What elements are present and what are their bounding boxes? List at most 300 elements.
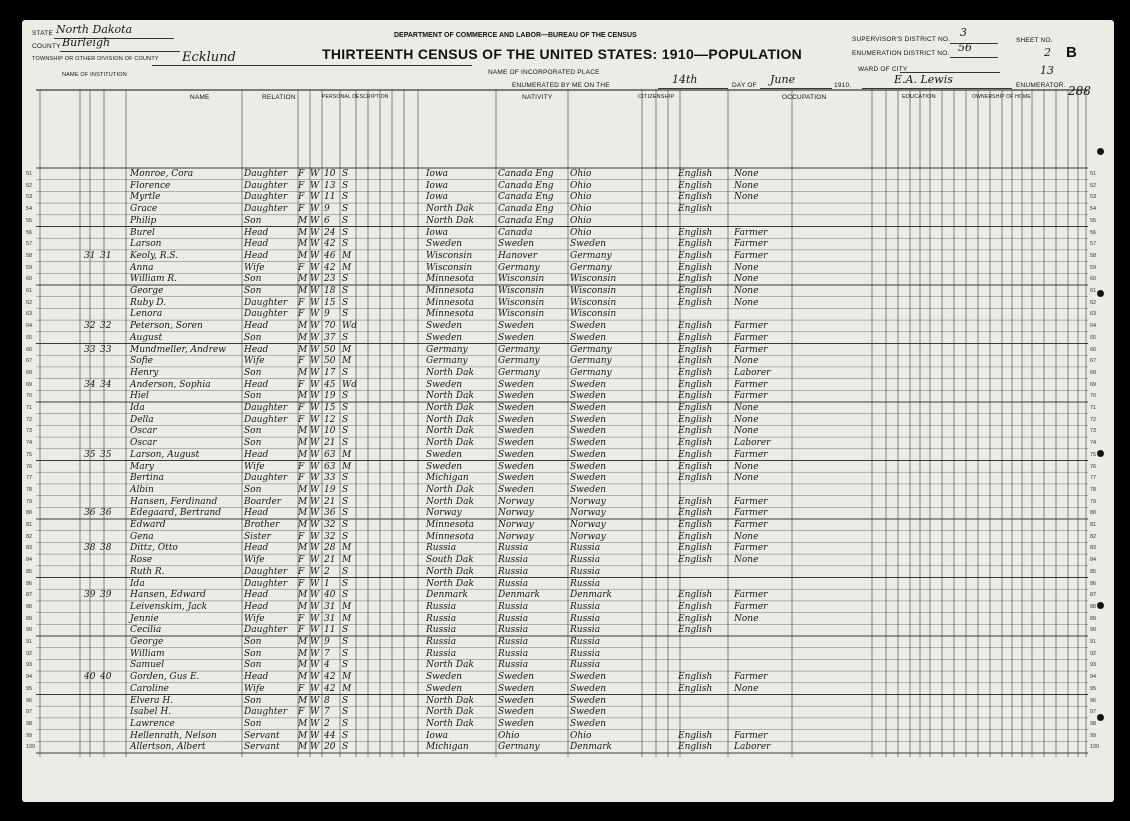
cell-race: W <box>310 204 320 215</box>
cell-sex: M <box>298 590 308 601</box>
cell-rel: Head <box>244 379 269 390</box>
table-row <box>22 741 1114 753</box>
cell-dw: 38 <box>84 543 96 554</box>
cell-father: Sweden <box>498 449 535 460</box>
cell-age: 21 <box>324 438 336 449</box>
enumerated-month: June <box>770 73 796 86</box>
cell-age: 4 <box>324 660 330 671</box>
cell-rel: Head <box>244 508 269 519</box>
cell-age: 6 <box>324 215 330 226</box>
cell-lang: English <box>678 672 713 683</box>
cell-father: Canada Eng <box>498 169 554 179</box>
cell-sex: F <box>298 309 305 320</box>
cell-lang: English <box>678 414 713 425</box>
line-number-right: 68 <box>1090 369 1097 376</box>
ed-no: 56 <box>958 41 972 54</box>
cell-mother: Norway <box>570 520 606 530</box>
cell-age: 21 <box>324 496 336 507</box>
line-number-right: 91 <box>1090 639 1097 645</box>
sheet-letter: B <box>1066 44 1077 61</box>
table-row <box>22 250 1114 262</box>
cell-mother: Sweden <box>570 707 607 718</box>
cell-age: 18 <box>324 286 336 296</box>
cell-name: Lawrence <box>130 718 175 729</box>
cell-mother: Russia <box>570 613 601 624</box>
table-row <box>22 472 1114 484</box>
cell-name: Oscar <box>130 426 157 437</box>
cell-rel: Son <box>244 438 262 449</box>
cell-mother: Ohio <box>570 730 592 741</box>
cell-mother: Ohio <box>570 169 592 179</box>
cell-father: Russia <box>498 578 529 589</box>
cell-sex: F <box>298 262 305 273</box>
cell-trade: None <box>734 461 759 472</box>
line-number: 86 <box>26 580 33 587</box>
table-row <box>22 297 1114 309</box>
cell-mother: Sweden <box>570 403 607 413</box>
line-number: 78 <box>26 486 33 493</box>
cell-ms: S <box>342 730 349 741</box>
cell-race: W <box>310 169 320 179</box>
cell-race: W <box>310 637 320 647</box>
cell-ms: S <box>342 239 349 250</box>
cell-trade: None <box>734 297 759 308</box>
cell-ms: S <box>342 637 349 647</box>
cell-name: Henry <box>130 367 159 378</box>
cell-sex: M <box>298 543 308 554</box>
cell-fam: 38 <box>100 543 112 554</box>
cell-rel: Daughter <box>244 169 288 179</box>
cell-age: 31 <box>324 601 336 612</box>
line-number: 75 <box>26 451 33 458</box>
cell-lang: English <box>678 613 713 624</box>
cell-ms: S <box>342 566 349 577</box>
line-number-right: 56 <box>1090 229 1097 236</box>
cell-sex: M <box>298 637 308 647</box>
cell-birth: Russia <box>426 601 457 612</box>
line-number: 54 <box>26 206 33 213</box>
line-number: 97 <box>26 709 33 716</box>
enumerated-day: 14th <box>672 73 698 86</box>
punch-hole <box>1097 602 1104 609</box>
cell-lang: English <box>678 192 713 203</box>
cell-name: Cecilia <box>130 625 162 636</box>
cell-rel: Son <box>244 286 262 296</box>
cell-father: Canada Eng <box>498 204 554 215</box>
cell-race: W <box>310 227 320 238</box>
cell-birth: Sweden <box>426 449 463 460</box>
cell-rel: Son <box>244 648 262 659</box>
table-row <box>22 718 1114 730</box>
cell-ms: S <box>342 426 349 437</box>
cell-race: W <box>310 180 320 191</box>
cell-race: W <box>310 648 320 659</box>
cell-father: Sweden <box>498 414 535 425</box>
cell-race: W <box>310 192 320 203</box>
cell-race: W <box>310 555 320 566</box>
cell-ms: M <box>342 344 352 355</box>
cell-father: Germany <box>498 344 540 355</box>
table-row <box>22 566 1114 578</box>
cell-ms: S <box>342 496 349 507</box>
cell-fam: 31 <box>100 250 112 261</box>
institution-label: NAME OF INSTITUTION <box>62 72 127 78</box>
cell-lang: English <box>678 426 713 437</box>
cell-trade: Farmer <box>734 496 768 507</box>
cell-sex: M <box>298 426 308 437</box>
cell-lang: English <box>678 391 713 402</box>
cell-age: 21 <box>324 555 336 566</box>
cell-rel: Wife <box>244 262 265 273</box>
cell-fam: 32 <box>100 321 112 332</box>
cell-name: Anna <box>130 262 154 273</box>
cell-race: W <box>310 683 320 694</box>
cell-mother: Sweden <box>570 461 607 472</box>
year-label: 1910. <box>834 82 852 89</box>
cell-dw: 32 <box>84 321 96 332</box>
table-row <box>22 601 1114 613</box>
line-number: 74 <box>26 440 33 447</box>
cell-mother: Germany <box>570 262 612 273</box>
table-row <box>22 695 1114 707</box>
cell-sex: M <box>298 321 308 332</box>
cell-trade: None <box>734 169 759 179</box>
line-number-right: 89 <box>1090 615 1097 622</box>
cell-lang: English <box>678 449 713 460</box>
cell-rel: Daughter <box>244 473 288 484</box>
cell-name: William R. <box>130 274 178 285</box>
cell-lang: English <box>678 274 713 285</box>
cell-sex: F <box>298 531 305 542</box>
cell-age: 15 <box>324 403 336 413</box>
cell-birth: Iowa <box>426 180 449 191</box>
cell-trade: None <box>734 683 759 694</box>
cell-race: W <box>310 274 320 285</box>
head-relation: RELATION <box>262 94 296 101</box>
census-sheet <box>22 20 1114 802</box>
cell-age: 7 <box>324 648 330 659</box>
cell-rel: Daughter <box>244 578 288 589</box>
line-number-right: 100 <box>1090 744 1100 751</box>
cell-father: Sweden <box>498 403 535 413</box>
cell-sex: M <box>298 332 308 343</box>
cell-name: Bertina <box>130 473 164 484</box>
line-number: 62 <box>26 299 33 306</box>
cell-mother: Sweden <box>570 391 607 402</box>
cell-trade: Farmer <box>734 239 768 250</box>
cell-father: Norway <box>498 520 534 530</box>
table-row <box>22 449 1114 461</box>
cell-father: Wisconsin <box>498 286 545 296</box>
line-number: 55 <box>26 217 33 224</box>
cell-ms: S <box>342 227 349 238</box>
table-row <box>22 203 1114 215</box>
line-number-right: 77 <box>1090 475 1097 482</box>
table-row <box>22 683 1114 695</box>
cell-sex: F <box>298 414 305 425</box>
line-number-right: 76 <box>1090 463 1097 470</box>
cell-lang: English <box>678 730 713 741</box>
cell-ms: S <box>342 274 349 285</box>
cell-father: Russia <box>498 613 529 624</box>
cell-age: 11 <box>324 192 336 203</box>
cell-father: Russia <box>498 637 529 647</box>
cell-ms: S <box>342 660 349 671</box>
cell-trade: None <box>734 192 759 203</box>
cell-father: Russia <box>498 660 529 671</box>
cell-sex: F <box>298 613 305 624</box>
cell-trade: Farmer <box>734 250 768 261</box>
cell-age: 44 <box>324 730 336 741</box>
cell-ms: S <box>342 169 349 179</box>
cell-rel: Wife <box>244 461 265 472</box>
state-label: STATE <box>32 30 53 37</box>
cell-father: Wisconsin <box>498 274 545 285</box>
cell-dw: 33 <box>84 344 96 355</box>
cell-sex: M <box>298 344 308 355</box>
cell-age: 33 <box>324 473 336 484</box>
cell-name: Peterson, Soren <box>130 321 203 332</box>
cell-ms: M <box>342 613 352 624</box>
cell-mother: Sweden <box>570 473 607 484</box>
line-number: 61 <box>26 288 33 294</box>
cell-father: Sweden <box>498 461 535 472</box>
cell-age: 32 <box>324 520 336 530</box>
cell-name: Leivenskim, Jack <box>130 601 208 612</box>
cell-mother: Denmark <box>570 742 612 753</box>
township-label: TOWNSHIP OR OTHER DIVISION OF COUNTY <box>32 56 159 62</box>
cell-father: Russia <box>498 543 529 554</box>
cell-father: Sweden <box>498 683 535 694</box>
cell-ms: S <box>342 625 349 636</box>
cell-trade: None <box>734 414 759 425</box>
cell-ms: M <box>342 601 352 612</box>
cell-race: W <box>310 403 320 413</box>
cell-mother: Sweden <box>570 239 607 250</box>
cell-age: 1 <box>324 578 330 589</box>
cell-name: Hansen, Ferdinand <box>130 496 218 507</box>
cell-father: Sweden <box>498 379 535 390</box>
cell-trade: Farmer <box>734 590 768 601</box>
line-number: 87 <box>26 592 33 599</box>
cell-birth: North Dak <box>426 367 474 378</box>
cell-age: 37 <box>324 332 336 343</box>
line-number: 68 <box>26 369 33 376</box>
cell-birth: Sweden <box>426 239 463 250</box>
line-number: 82 <box>26 533 33 540</box>
cell-trade: Farmer <box>734 508 768 519</box>
cell-sex: M <box>298 274 308 285</box>
cell-age: 8 <box>324 695 330 706</box>
cell-race: W <box>310 297 320 308</box>
table-row <box>22 425 1114 437</box>
cell-mother: Wisconsin <box>570 274 617 285</box>
cell-lang: English <box>678 508 713 519</box>
cell-mother: Ohio <box>570 215 592 226</box>
cell-age: 9 <box>324 637 330 647</box>
cell-rel: Wife <box>244 613 265 624</box>
table-row <box>22 285 1114 297</box>
cell-name: Larson <box>130 239 162 250</box>
cell-father: Sweden <box>498 718 535 729</box>
line-number: 77 <box>26 475 33 482</box>
line-number-right: 90 <box>1090 627 1097 634</box>
cell-sex: M <box>298 496 308 507</box>
line-number-right: 75 <box>1090 451 1097 458</box>
cell-age: 36 <box>324 508 336 519</box>
cell-birth: Sweden <box>426 321 463 332</box>
cell-race: W <box>310 286 320 296</box>
cell-birth: Norway <box>426 508 462 519</box>
cell-birth: Russia <box>426 625 457 636</box>
cell-father: Germany <box>498 356 540 367</box>
cell-lang: English <box>678 742 713 753</box>
cell-father: Sweden <box>498 473 535 484</box>
cell-father: Russia <box>498 601 529 612</box>
cell-ms: S <box>342 531 349 542</box>
cell-sex: M <box>298 286 308 296</box>
cell-lang: English <box>678 332 713 343</box>
cell-father: Germany <box>498 742 540 753</box>
cell-ms: M <box>342 262 352 273</box>
cell-name: Hansen, Edward <box>130 590 206 601</box>
table-row <box>22 519 1114 531</box>
cell-name: Lenora <box>130 309 163 320</box>
cell-ms: S <box>342 391 349 402</box>
cell-race: W <box>310 578 320 589</box>
cell-lang: English <box>678 321 713 332</box>
cell-father: Canada <box>498 227 533 238</box>
line-number-right: 71 <box>1090 405 1097 411</box>
cell-mother: Ohio <box>570 227 592 238</box>
cell-ms: M <box>342 543 352 554</box>
cell-trade: None <box>734 356 759 367</box>
cell-ms: M <box>342 250 352 261</box>
cell-rel: Wife <box>244 555 265 566</box>
cell-ms: S <box>342 742 349 753</box>
cell-age: 42 <box>324 262 336 273</box>
cell-trade: None <box>734 286 759 296</box>
stamp-number: 288 <box>1068 84 1091 98</box>
sheet-sub: 13 <box>1040 64 1054 77</box>
day-of-label: DAY OF <box>732 82 757 89</box>
cell-rel: Daughter <box>244 192 288 203</box>
cell-fam: 33 <box>100 344 112 355</box>
line-number-right: 62 <box>1090 299 1097 306</box>
line-number: 63 <box>26 311 33 318</box>
line-number-right: 69 <box>1090 381 1097 388</box>
cell-sex: M <box>298 250 308 261</box>
cell-father: Germany <box>498 367 540 378</box>
cell-rel: Head <box>244 344 269 355</box>
table-row <box>22 168 1114 180</box>
enumerator-label: ENUMERATOR. <box>1016 82 1066 89</box>
line-number-right: 64 <box>1090 323 1097 330</box>
table-row <box>22 531 1114 543</box>
table-row <box>22 344 1114 356</box>
cell-birth: Sweden <box>426 672 463 683</box>
line-number: 57 <box>26 241 33 248</box>
cell-name: Anderson, Sophia <box>130 379 211 390</box>
cell-sex: F <box>298 204 305 215</box>
cell-father: Sweden <box>498 672 535 683</box>
cell-birth: North Dak <box>426 566 474 577</box>
cell-mother: Sweden <box>570 379 607 390</box>
cell-sex: M <box>298 391 308 402</box>
cell-name: Gorden, Gus E. <box>130 672 200 683</box>
cell-age: 42 <box>324 239 336 250</box>
cell-age: 7 <box>324 707 330 718</box>
line-number-right: 82 <box>1090 533 1097 540</box>
line-number-right: 97 <box>1090 709 1097 716</box>
table-row <box>22 624 1114 636</box>
cell-sex: M <box>298 227 308 238</box>
cell-mother: Sweden <box>570 438 607 449</box>
cell-race: W <box>310 309 320 320</box>
cell-father: Norway <box>498 508 534 519</box>
cell-father: Sweden <box>498 484 535 495</box>
cell-race: W <box>310 461 320 472</box>
cell-mother: Sweden <box>570 332 607 343</box>
cell-ms: S <box>342 578 349 589</box>
cell-birth: Minnesota <box>426 286 475 296</box>
line-number-right: 93 <box>1090 662 1097 669</box>
cell-ms: S <box>342 590 349 601</box>
cell-race: W <box>310 531 320 542</box>
cell-mother: Russia <box>570 566 601 577</box>
cell-mother: Norway <box>570 496 606 507</box>
head-education: EDUCATION <box>902 94 936 100</box>
line-number-right: 94 <box>1090 674 1097 681</box>
cell-age: 20 <box>324 742 336 753</box>
table-row <box>22 484 1114 496</box>
line-number: 60 <box>26 276 33 283</box>
cell-rel: Head <box>244 590 269 601</box>
cell-name: Ruby D. <box>130 297 167 308</box>
cell-name: George <box>130 637 164 647</box>
cell-name: Jennie <box>130 613 159 624</box>
cell-name: Oscar <box>130 438 157 449</box>
cell-father: Ohio <box>498 730 520 741</box>
cell-mother: Wisconsin <box>570 309 617 320</box>
cell-name: Samuel <box>130 660 165 671</box>
line-number-right: 84 <box>1090 557 1097 564</box>
cell-birth: Germany <box>426 356 468 367</box>
cell-ms: S <box>342 309 349 320</box>
cell-rel: Daughter <box>244 707 288 718</box>
cell-dw: 35 <box>84 449 96 460</box>
line-number: 91 <box>26 639 33 645</box>
cell-father: Russia <box>498 566 529 577</box>
table-row <box>22 659 1114 671</box>
cell-name: Mary <box>130 461 154 472</box>
ed-label: ENUMERATION DISTRICT NO. <box>852 50 950 57</box>
cell-trade: None <box>734 531 759 542</box>
head-nativity: NATIVITY <box>522 94 553 101</box>
cell-ms: S <box>342 438 349 449</box>
cell-race: W <box>310 613 320 624</box>
dept-heading: DEPARTMENT OF COMMERCE AND LABOR—BUREAU OF THE CENSUS <box>394 32 637 39</box>
table-row <box>22 355 1114 367</box>
cell-race: W <box>310 590 320 601</box>
table-row <box>22 215 1114 227</box>
line-number-right: 70 <box>1090 393 1097 400</box>
cell-sex: M <box>298 648 308 659</box>
cell-fam: 35 <box>100 449 112 460</box>
cell-birth: North Dak <box>426 707 474 718</box>
cell-age: 32 <box>324 531 336 542</box>
cell-ms: S <box>342 180 349 191</box>
